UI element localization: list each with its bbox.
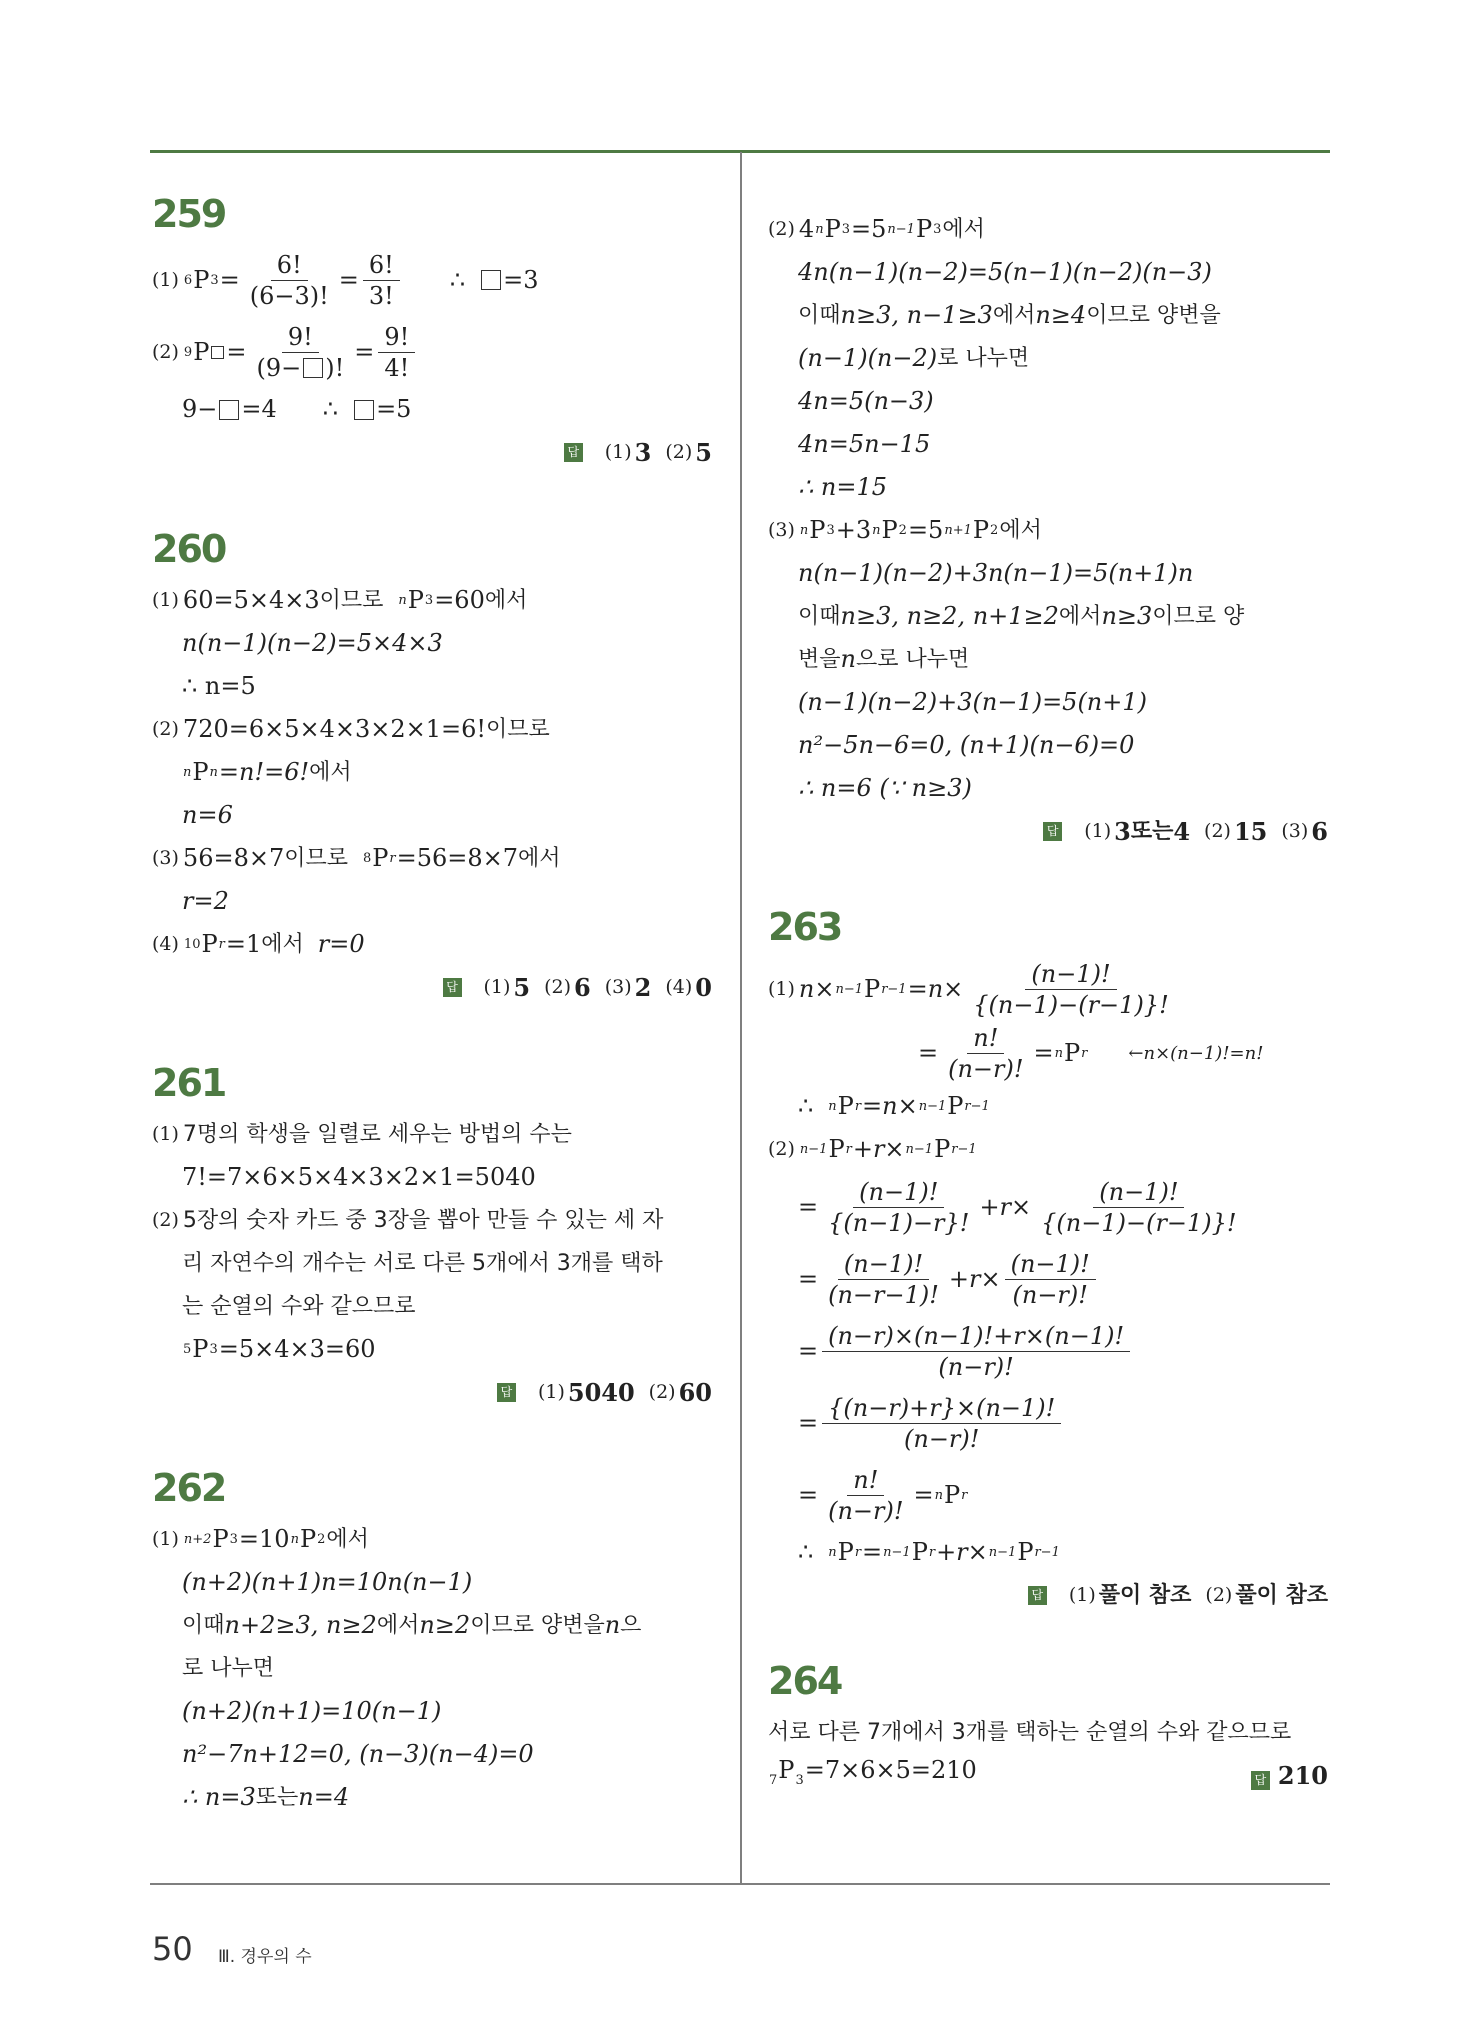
solution-line: (n+2)(n+1)n=10n(n−1): [182, 1568, 473, 1596]
fraction: $\frac{9!}{4!}$: [378, 322, 415, 383]
solution-line: (1) n× n−1 P r−1 =n× $\frac{(n-1)!}{\{(n-1)-(r-1)\}!}$: [768, 957, 1328, 1021]
solution-line: 서로 다른 7개에서 3개를 택하는 순열의 수와 같으므로: [768, 1720, 1292, 1745]
fraction: $\frac{9!}{(9- )!}$: [256, 322, 345, 382]
solution-line: (n+2)(n+1)=10(n−1): [182, 1697, 442, 1725]
solution-line: = $\frac{(n-r)\times(n-1)!+r\times(n-1)!}{(n-r)!}$: [768, 1315, 1328, 1387]
fraction: $\frac{(n-1)!}{(n-r)!}$: [1005, 1249, 1096, 1310]
solution-line: ∴ n=3 또는 n=4: [182, 1783, 350, 1811]
solution-line: n(n−1)(n−2)+3n(n−1)=5(n+1)n: [798, 559, 1194, 587]
solution-line: (3) 56=8×7 이므로 8 P r =56=8×7 에서: [152, 844, 561, 872]
problem-263: [768, 903, 1328, 1617]
problem-264: [768, 1657, 1328, 1797]
fraction: $\frac{(n-1)!}{\{(n-1)-(r-1)\}!}$: [973, 959, 1169, 1019]
problem-number: 262: [152, 1466, 226, 1510]
solution-line: (n−1)(n−2) 로 나누면: [798, 344, 1030, 372]
chapter-title: Ⅲ. 경우의 수: [218, 1947, 312, 1967]
problem-262: [152, 1464, 712, 1819]
fraction: $\frac{6!}{3!}$: [363, 250, 400, 311]
solution-line: r=2: [182, 887, 229, 915]
solution-line: (4) 10 P r =1 에서 r=0: [152, 930, 365, 958]
solution-line: ∴ n P r =n× n−1 P r−1: [798, 1092, 990, 1120]
problem-number: 259: [152, 192, 226, 236]
blank-box: [219, 400, 239, 420]
problem-number: 263: [768, 905, 842, 949]
solution-line: (1) 6 P 3 = $\frac{6!}{(6-3)!}$ = $\frac{6!}{3!}$ ∴ =3: [152, 250, 539, 310]
solution-line: 는 순열의 수와 같으므로: [182, 1294, 416, 1319]
blank-box: [481, 270, 501, 290]
answer-badge-icon: 답: [564, 443, 583, 462]
blank-box: [211, 346, 224, 359]
solution-line: ∴ n P r = n−1 P r +r× n−1 P r−1: [798, 1538, 1060, 1566]
solution-line: 7!=7×6×5×4×3×2×1=5040: [182, 1163, 536, 1191]
solution-line: 9− =4 ∴ =5: [182, 395, 412, 423]
answer-line: 답 (1) 3 (2) 5: [152, 431, 712, 474]
solution-line: = $\frac{(n-1)!}{\{(n-1)-r\}!}$ +r× $\frac{(n-1)!}{\{(n-1)-(r-1)\}!}$: [768, 1171, 1328, 1243]
solution-line: n²−7n+12=0, (n−3)(n−4)=0: [182, 1740, 534, 1768]
solution-line: ∴ n=6 (∵ n≥3): [798, 774, 972, 802]
page-number: 50: [152, 1930, 193, 1968]
solution-line: 로 나누면: [182, 1656, 275, 1681]
fraction: $\frac{n!}{(n-r)!}$: [948, 1023, 1024, 1083]
fraction: $\frac{6!}{(6-3)!}$: [249, 250, 329, 310]
fraction: $\frac{(n-1)!}{(n-r-1)!}$: [828, 1249, 939, 1309]
solution-line: 이때 n≥3, n≥2, n+1≥2 에서 n≥3 이므로 양: [798, 602, 1245, 630]
solution-line: 4n=5(n−3): [798, 387, 934, 415]
solution-line: (2) 9 P = $\frac{9!}{(9- )!}$ = $\frac{9!}{4!}$: [152, 316, 712, 388]
problem-262-continued: [768, 208, 1328, 853]
solution-line: (2) 4 n P 3 =5 n−1 P 3 에서: [768, 215, 985, 243]
column-divider: [740, 152, 742, 1884]
solution-line: = $\frac{n!}{(n-r)!}$ = n P r: [798, 1465, 968, 1525]
problem-261: [152, 1059, 712, 1414]
fraction: $\frac{(n-1)!}{\{(n-1)-(r-1)\}!}$: [1041, 1177, 1237, 1237]
solution-line: $_7P_3=7\times 6\times 5=210$ 답 210: [769, 1756, 1328, 1790]
solution-line: (2) 5장의 숫자 카드 중 3장을 뽑아 만들 수 있는 세 자: [152, 1208, 664, 1233]
answer-badge-icon: 답: [1043, 822, 1062, 841]
blank-box: [354, 400, 374, 420]
problem-number: 264: [768, 1659, 842, 1703]
answer-line: 답 (1) 3 또는 4 (2) 15 (3) 6: [768, 810, 1328, 853]
solution-line: (1) 7명의 학생을 일렬로 세우는 방법의 수는: [152, 1122, 572, 1147]
solution-line: (2) 720=6×5×4×3×2×1=6! 이므로: [152, 715, 550, 743]
solution-line: ∴ n=15: [798, 473, 888, 501]
solution-line: ∴ n=5: [182, 672, 256, 700]
solution-line: = $\frac{\{(n-r)+r\}\times(n-1)!}{(n-r)!}$: [768, 1387, 1328, 1459]
solution-line: 5 P 3 =5×4×3=60: [183, 1335, 376, 1363]
bottom-rule: [150, 1883, 1330, 1885]
answer-badge-icon: 답: [497, 1383, 516, 1402]
solution-line: n(n−1)(n−2)=5×4×3: [182, 629, 443, 657]
solution-line: (1) 60=5×4×3 이므로 n P 3 =60 에서: [152, 586, 528, 614]
left-column: [152, 190, 712, 1819]
fraction: $\frac{(n-r)\times(n-1)!+r\times(n-1)!}{(n-r)!}$: [822, 1321, 1130, 1382]
solution-line: 이때 n+2≥3, n≥2 에서 n≥2 이므로 양변을 n 으: [182, 1611, 642, 1639]
fraction: $\frac{\{(n-r)+r\}\times(n-1)!}{(n-r)!}$: [822, 1393, 1061, 1454]
answer-line: 답 (1) 풀이 참조 (2) 풀이 참조: [768, 1574, 1328, 1617]
problem-number: 261: [152, 1061, 226, 1105]
answer-badge-icon: 답: [1251, 1771, 1270, 1790]
solution-line: n=6: [182, 801, 233, 829]
solution-line: 이때 n≥3, n−1≥3 에서 n≥4 이므로 양변을: [798, 301, 1221, 329]
problem-259: [152, 190, 712, 475]
solution-line: = $\frac{(n-1)!}{(n-r-1)!}$ +r× $\frac{(n-1)!}{(n-r)!}$: [768, 1243, 1328, 1315]
solution-line: (3) n P 3 +3 n P 2 =5 n+1 P 2 에서: [768, 516, 1042, 544]
answer-line: 답 (1) 5 (2) 6 (3) 2 (4) 0: [152, 966, 712, 1009]
solution-line: n²−5n−6=0, (n+1)(n−6)=0: [798, 731, 1135, 759]
solution-line: (n−1)(n−2)+3(n−1)=5(n+1): [798, 688, 1148, 716]
fraction: $\frac{(n-1)!}{\{(n-1)-r\}!}$: [828, 1177, 970, 1237]
solution-line: 4n=5n−15: [798, 430, 931, 458]
problem-number: 260: [152, 527, 226, 571]
blank-box: [303, 358, 323, 378]
solution-line: = $\frac{n!}{(n-r)!}$ = n P r ←n×(n−1)!=n!: [918, 1023, 1264, 1083]
solution-line: 4n(n−1)(n−2)=5(n−1)(n−2)(n−3): [798, 258, 1212, 286]
right-column: [768, 208, 1328, 1797]
solution-line: (1) n+2 P 3 =10 n P 2 에서: [152, 1525, 369, 1553]
solution-line: (2) n−1 P r +r× n−1 P r−1: [768, 1135, 977, 1163]
answer-badge-icon: 답: [1028, 1586, 1047, 1605]
answer-line: 답 (1) 5040 (2) 60: [152, 1371, 712, 1414]
fraction: $\frac{n!}{(n-r)!}$: [828, 1465, 904, 1525]
solution-line: 리 자연수의 개수는 서로 다른 5개에서 3개를 택하: [182, 1251, 663, 1276]
answer-badge-icon: 답: [443, 978, 462, 997]
solution-line: n P n =n!=6! 에서: [183, 758, 352, 786]
problem-260: [152, 525, 712, 1009]
solution-line: 변을 n 으로 나누면: [798, 645, 970, 673]
